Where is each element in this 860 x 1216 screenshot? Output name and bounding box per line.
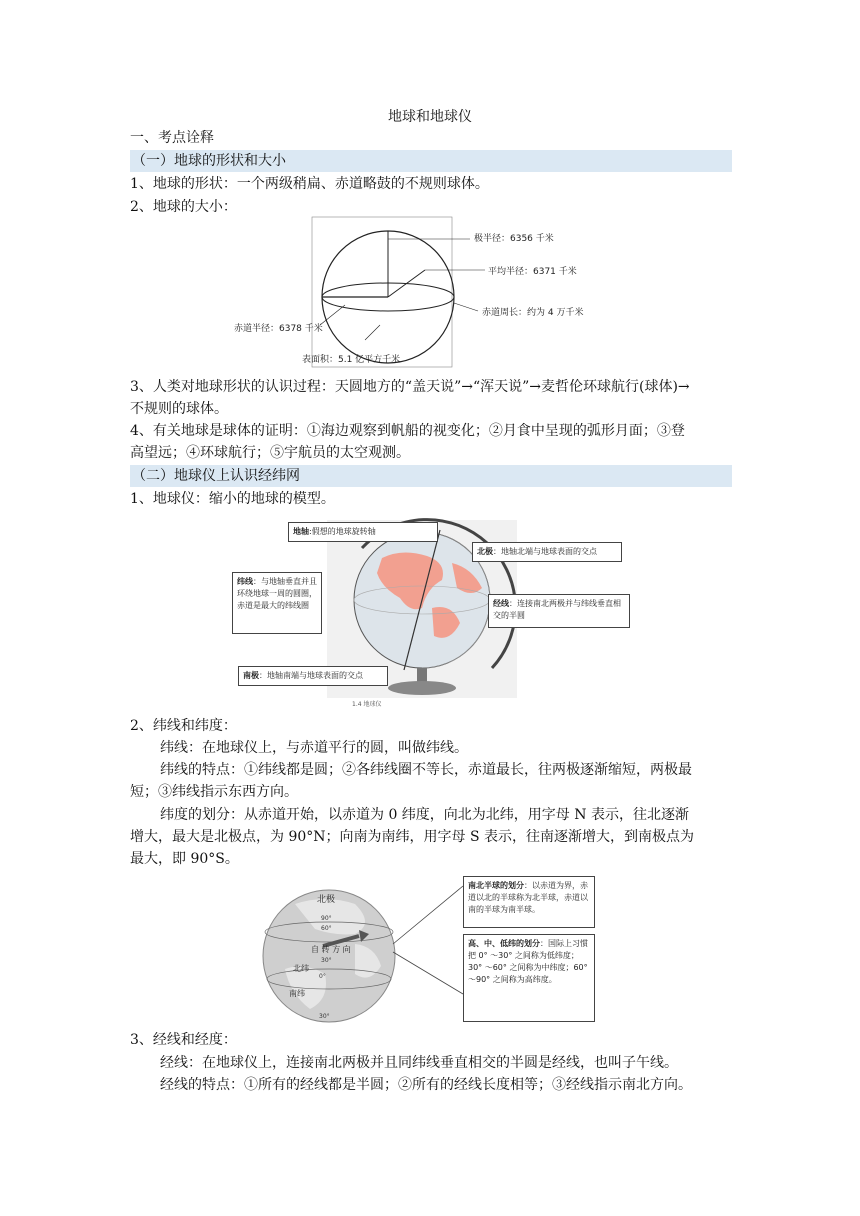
paragraph: 经线：在地球仪上，连接南北两极并且同纬线垂直相交的半圆是经线，也叫子午线。	[160, 1055, 678, 1071]
callout-bold: 南北半球的划分	[468, 881, 524, 890]
callout-text: ：地轴北端与地球表面的交点	[493, 547, 597, 556]
degree-tick-label: 60°	[321, 925, 332, 932]
hemisphere-callout	[463, 876, 595, 928]
callout-bold: 纬线	[237, 577, 253, 586]
callout-text: ：国际上习惯把 0° ～30° 之间称为低纬度；30° ～60° 之间称为中纬度；60° ～90° 之间称为高纬度。	[468, 939, 588, 984]
paragraph: 最大，即 90°S。	[130, 851, 239, 867]
callout-text: ：以赤道为界，赤道以北的半球称为北半球，赤道以南的半球为南半球。	[468, 881, 588, 914]
degree-tick-label: 30°	[321, 957, 332, 964]
band-label: （一）地球的形状和大小	[132, 153, 286, 169]
callout-text: :假想的地球旋转轴	[309, 527, 376, 536]
section-heading: 一、考点诠释	[130, 130, 214, 146]
callout-bold: 南极	[243, 671, 259, 680]
paragraph: 不规则的球体。	[130, 401, 228, 417]
section-band-shape	[130, 465, 732, 487]
axis-callout	[288, 522, 438, 542]
south-pole-callout	[238, 666, 388, 686]
latitude-figure	[255, 874, 615, 1026]
equator-radius-label: 赤道半径：6378 千米	[234, 324, 323, 334]
mean-radius-label: 平均半径：6371 千米	[488, 267, 577, 277]
surface-area-label: 表面积：5.1 亿平方千米	[302, 355, 401, 365]
globe-caption: 1.4 地球仪	[352, 701, 382, 708]
paragraph: 1、地球仪：缩小的地球的模型。	[130, 491, 335, 507]
degree-tick-label: 30°	[319, 1013, 330, 1020]
page-title: 地球和地球仪	[388, 109, 472, 125]
paragraph: 4、有关地球是球体的证明：①海边观察到帆船的视变化；②月食中呈现的弧形月面；③登	[130, 423, 685, 439]
paragraph: 高望远；④环球航行；⑤宇航员的太空观测。	[130, 445, 410, 461]
longitude-line-callout	[488, 594, 630, 628]
paragraph: 经线的特点：①所有的经线都是半圆；②所有的经线长度相等；③经线指示南北方向。	[160, 1077, 692, 1093]
section-band-shape	[130, 150, 732, 172]
north-latitude-label: 北纬	[293, 964, 309, 973]
band-label: （二）地球仪上认识经纬网	[132, 468, 300, 484]
paragraph: 短；③纬线指示东西方向。	[130, 784, 298, 800]
paragraph: 2、地球的大小：	[130, 199, 237, 215]
callout-bold: 高、中、低纬的划分	[468, 939, 540, 948]
paragraph: 2、纬线和纬度：	[130, 718, 237, 734]
north-pole-callout	[472, 542, 622, 562]
paragraph: 3、人类对地球形状的认识过程：天圆地方的“盖天说”→“浑天说”→麦哲伦环球航行(球体)→	[130, 379, 690, 395]
rotation-label: 自 转 方 向	[311, 945, 351, 954]
south-latitude-label: 南纬	[289, 989, 305, 998]
paragraph: 1、地球的形状：一个两级稍扁、赤道略鼓的不规则球体。	[130, 176, 489, 192]
callout-bold: 地轴	[293, 527, 309, 536]
callout-text: ：与地轴垂直并且环绕地球一周的圆圈，赤道是最大的纬线圈	[237, 577, 317, 610]
globe-figure	[232, 518, 630, 710]
north-pole-label: 北极	[317, 895, 336, 905]
polar-radius-label: 极半径：6356 千米	[474, 234, 554, 244]
callout-text: ：地轴南端与地球表面的交点	[259, 671, 363, 680]
callout-text: ：连接南北两极并与纬线垂直相交的半圆	[493, 599, 621, 620]
degree-tick-label: 90°	[321, 915, 332, 922]
latitude-line-callout	[232, 572, 322, 634]
paragraph: 纬线：在地球仪上，与赤道平行的圆，叫做纬线。	[160, 740, 468, 756]
paragraph: 纬度的划分：从赤道开始，以赤道为 0 纬度，向北为北纬，用字母 N 表示，往北逐渐	[160, 807, 689, 823]
earth-size-diagram	[220, 215, 620, 375]
paragraph: 纬线的特点：①纬线都是圆；②各纬线圈不等长，赤道最长，往两极逐渐缩短，两极最	[160, 762, 692, 778]
latitude-zones-callout	[463, 934, 595, 1022]
equator-length-label: 赤道周长：约为 4 万千米	[482, 308, 584, 318]
callout-bold: 北极	[477, 547, 493, 556]
degree-tick-label: 0°	[319, 973, 326, 980]
paragraph: 增大，最大是北极点，为 90°N；向南为南纬，用字母 S 表示，往南逐渐增大，到南极点为	[130, 829, 695, 845]
paragraph: 3、经线和经度：	[130, 1032, 237, 1048]
callout-bold: 经线	[493, 599, 509, 608]
